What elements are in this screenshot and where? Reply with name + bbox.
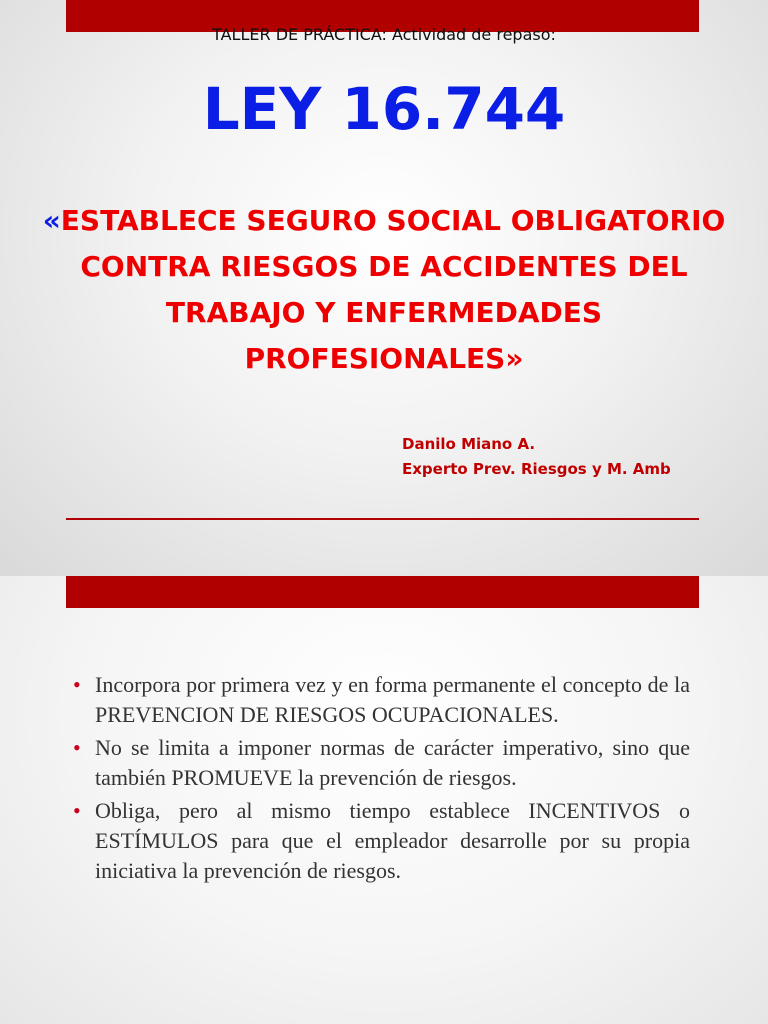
bullet-text: No se limita a imponer normas de carácter imperativo, sino que también PROMUEVE la prevención de riesgos. <box>95 735 690 790</box>
subtitle-line-1-text: ESTABLECE SEGURO SOCIAL OBLIGATORIO <box>60 204 726 237</box>
bullet-item <box>70 796 690 886</box>
bullet-icon: • <box>73 672 81 697</box>
subtitle-line-1 <box>24 198 744 244</box>
bullet-list <box>70 670 690 889</box>
law-title: LEY 16.744 <box>202 75 566 143</box>
subtitle-line-4: PROFESIONALES» <box>244 342 524 375</box>
subtitle-quote-open: « <box>42 204 61 237</box>
subtitle-line-2: CONTRA RIESGOS DE ACCIDENTES DEL <box>80 250 688 283</box>
divider-line <box>66 518 699 520</box>
header-bar <box>66 576 699 608</box>
law-subtitle <box>24 198 744 382</box>
bullet-item <box>70 733 690 793</box>
author-name: Danilo Miano A. <box>402 435 536 453</box>
bullet-icon: • <box>73 735 81 760</box>
slide-kicker: TALLER DE PRÁCTICA: Actividad de repaso: <box>212 25 556 44</box>
bullet-text: Incorpora por primera vez y en forma permanente el concepto de la PREVENCION DE RIESGOS OCUPACIONALES. <box>95 672 690 727</box>
slide-content <box>0 576 768 1024</box>
bullet-icon: • <box>73 798 81 823</box>
author-block <box>402 432 671 482</box>
bullet-item <box>70 670 690 730</box>
author-role: Experto Prev. Riesgos y M. Amb <box>402 460 671 478</box>
subtitle-line-3: TRABAJO Y ENFERMEDADES <box>165 296 603 329</box>
bullet-text: Obliga, pero al mismo tiempo establece INCENTIVOS o ESTÍMULOS para que el empleador desarrolle por su propia iniciativa la prevención de riesgos. <box>95 798 690 883</box>
